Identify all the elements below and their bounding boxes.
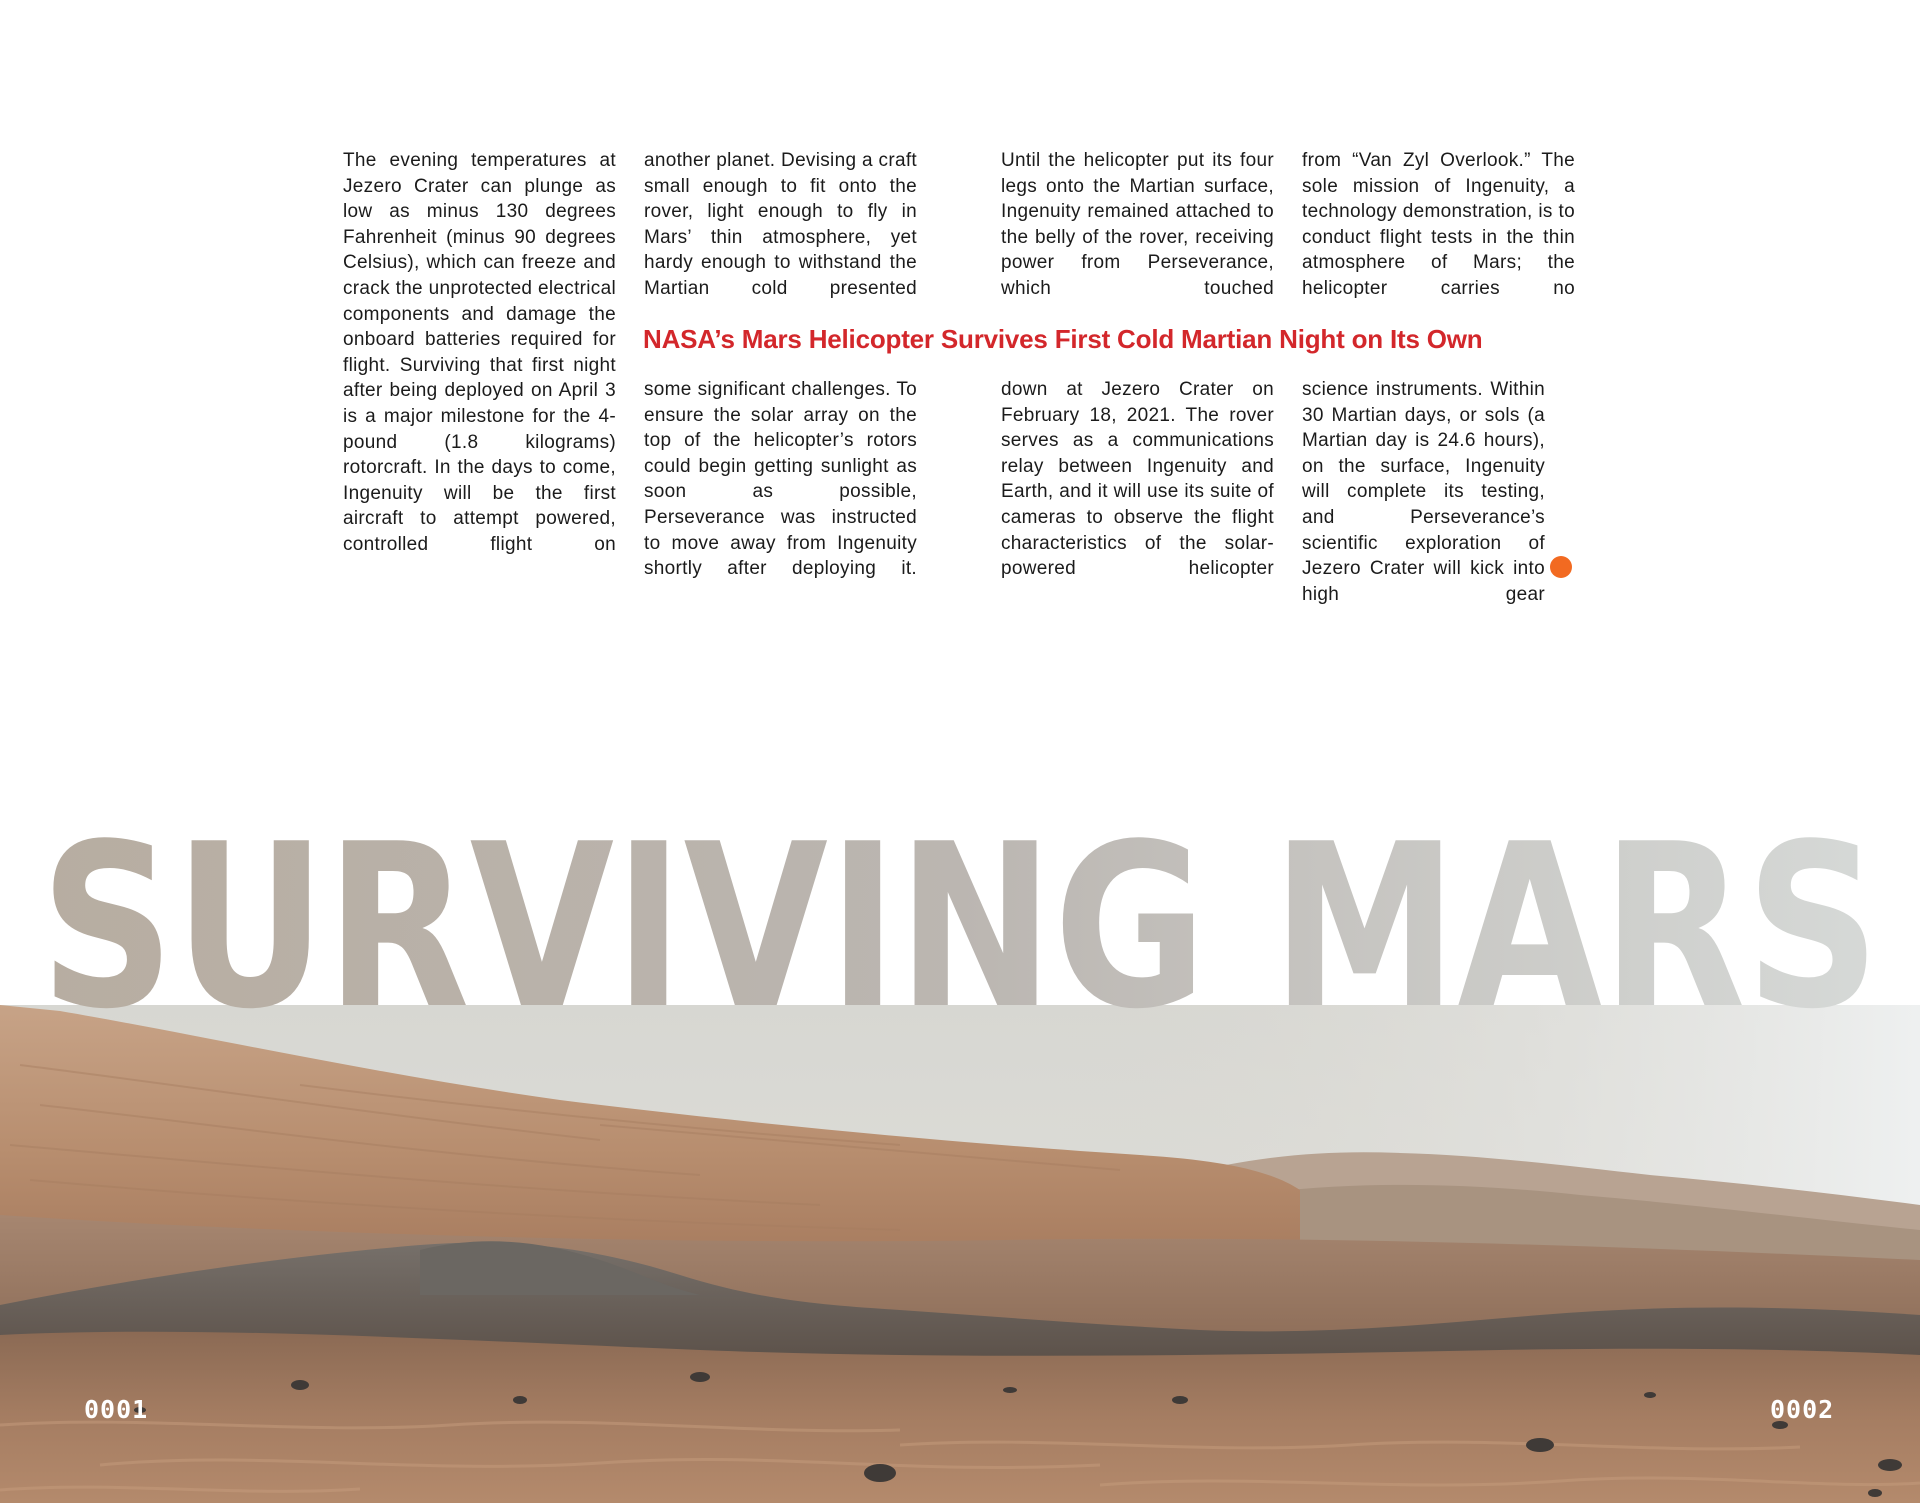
page-number-left: 0001	[84, 1395, 149, 1424]
column-1-text: The evening temperatures at Jezero Crater can plunge as low as minus 130 degrees Fahrenheit (minus 90 degrees Celsius), which can freeze and crack the unprotected electrical components and damage the onboard batteries required for flight. Surviving that first night after being deployed on April 3 is a major milestone for the 4-pound (1.8 kilograms) rotorcraft. In the days to come, Ingenuity will be the first aircraft to attempt powered, controlled flight on	[343, 150, 616, 555]
column-4-bottom-text: science instruments. Within 30 Martian days, or sols (a Martian day is 24.6 hours), on the surface, Ingenuity will complete its testing, and Perseverance’s scientific exploration of Jezero Crater will kick into high gear	[1302, 379, 1545, 605]
column-3-top-text: Until the helicopter put its four legs onto the Martian surface, Ingenuity remained attached to the belly of the rover, receiving power from Perseverance, which touched	[1001, 150, 1274, 299]
mars-landscape-image	[0, 1005, 1920, 1503]
article-column-1	[343, 148, 616, 558]
big-title-text: SURVIVING MARS	[40, 800, 1880, 1010]
column-4-top-text: from “Van Zyl Overlook.” The sole mission of Ingenuity, a technology demonstration, is to conduct flight tests in the thin atmosphere of Mars; the helicopter carries no	[1302, 150, 1575, 299]
article-column-3-top	[1001, 148, 1274, 302]
page-number-right: 0002	[1770, 1395, 1835, 1424]
end-mark-dot	[1550, 556, 1572, 578]
column-2-top-text: another planet. Devising a craft small enough to fit onto the rover, light enough to fly in Mars’ thin atmosphere, yet hardy enough to withstand the Martian cold presented	[644, 150, 917, 299]
article-column-3-bottom	[1001, 377, 1274, 582]
article-headline: NASA’s Mars Helicopter Survives First Cold Martian Night on Its Own	[643, 324, 1483, 354]
article-column-4-top	[1302, 148, 1575, 302]
article-column-2-top	[644, 148, 917, 302]
column-2-bottom-text: some significant challenges. To ensure the solar array on the top of the helicopter’s rotors could begin getting sunlight as soon as possible, Perseverance was instructed to move away from Ingenuity shortly after deploying it.	[644, 379, 917, 580]
column-3-bottom-text: down at Jezero Crater on February 18, 2021. The rover serves as a communications relay between Ingenuity and Earth, and it will use its suite of cameras to observe the flight characteristics of the solar-powered helicopter	[1001, 379, 1274, 580]
article-column-2-bottom	[644, 377, 917, 582]
big-title	[0, 800, 1920, 1010]
article-column-4-bottom	[1302, 377, 1545, 607]
